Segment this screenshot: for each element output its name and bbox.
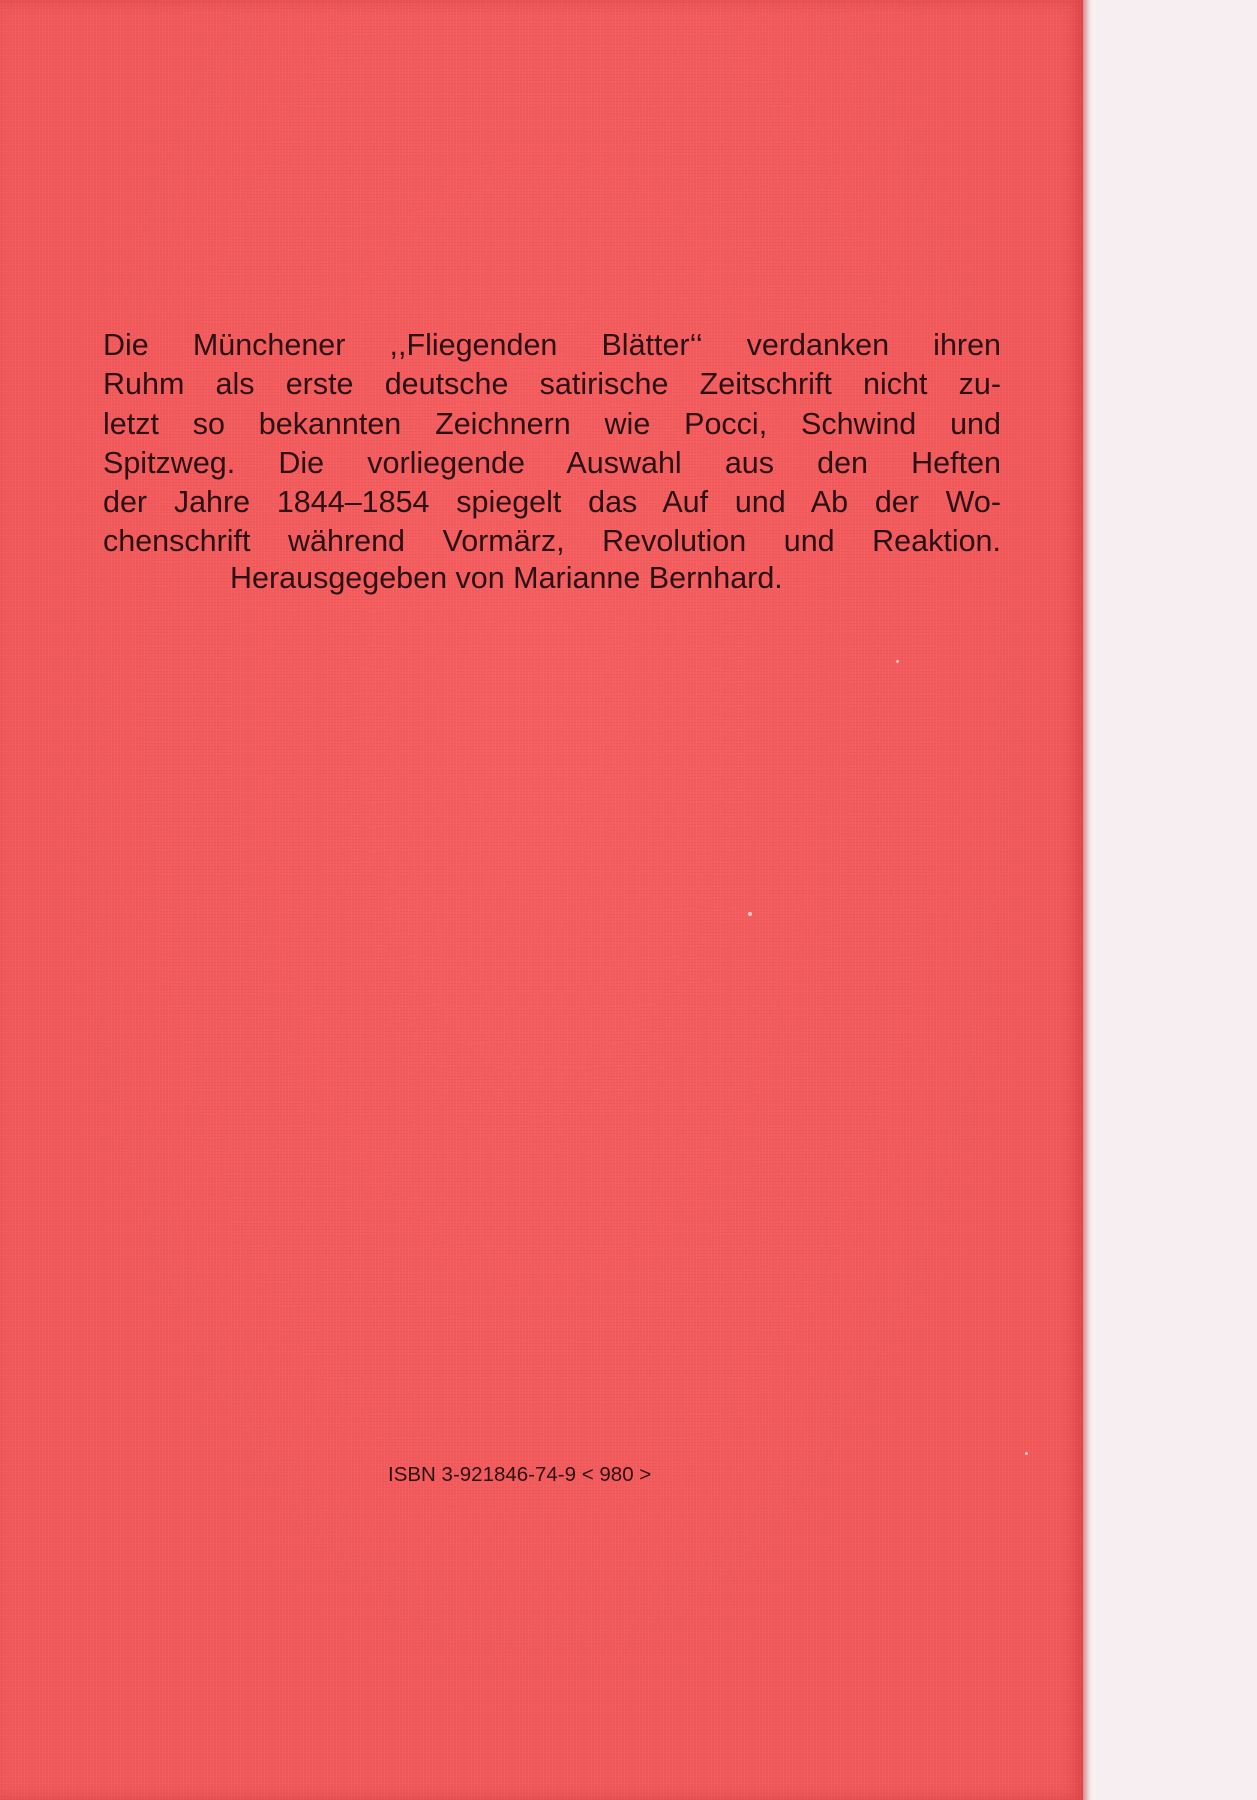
- paper-speck: [1025, 1452, 1028, 1455]
- blurb-text: [103, 326, 1001, 562]
- blurb-line: der Jahre 1844–1854 spiegelt das Auf und Ab der Wo-: [103, 485, 1001, 520]
- paper-speck: [896, 660, 899, 663]
- blurb-line: Die Münchener ,,Fliegenden Blätter‘‘ verdanken ihren: [103, 328, 1001, 362]
- paper-speck: [748, 912, 752, 916]
- isbn-number: ISBN 3-921846-74-9 < 980 >: [388, 1463, 652, 1486]
- blurb-line: letzt so bekannten Zeichnern wie Pocci, Schwind und: [103, 406, 1001, 441]
- page-edge: [1083, 0, 1095, 1800]
- editor-credit: Herausgegeben von Marianne Bernhard.: [230, 561, 783, 595]
- blurb-line: Ruhm als erste deutsche satirische Zeitschrift nicht zu-: [103, 367, 1001, 402]
- blurb-line: Spitzweg. Die vorliegende Auswahl aus den Heften: [103, 445, 1001, 480]
- blurb-line: chenschrift während Vormärz, Revolution und Reaktion.: [103, 524, 1001, 559]
